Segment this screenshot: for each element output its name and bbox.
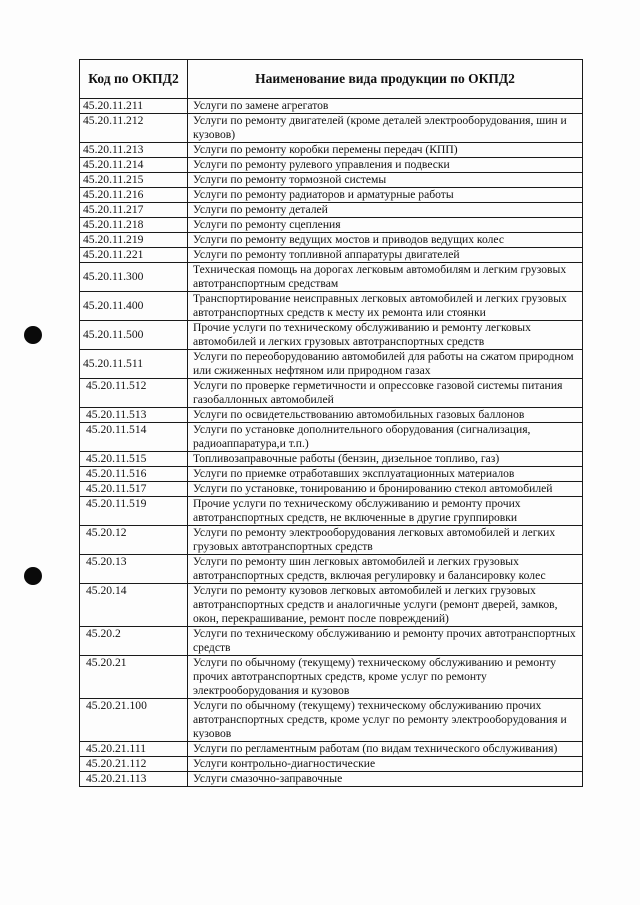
row-code: 45.20.11.513 (80, 408, 188, 423)
row-name: Услуги по ремонту кузовов легковых автомобилей и легких грузовых автотранспортных средств и аналогичные услуги (ремонт дверей, замков, окон, перекрашивание, ремонт после повреждений) (188, 584, 583, 627)
row-name: Услуги по переоборудованию автомобилей для работы на сжатом природном или сжиженных нефтяном или природном газах (188, 350, 583, 379)
row-name: Услуги по проверке герметичности и опрессовке газовой системы питания газобаллонных автомобилей (188, 379, 583, 408)
table-row (80, 114, 583, 143)
row-code: 45.20.21.113 (80, 772, 188, 787)
row-code: 45.20.11.217 (80, 203, 188, 218)
row-name: Услуги по ремонту рулевого управления и подвески (188, 158, 583, 173)
row-code: 45.20.11.517 (80, 482, 188, 497)
table-row (80, 143, 583, 158)
row-code: 45.20.11.500 (80, 321, 188, 350)
table-row (80, 292, 583, 321)
row-name: Услуги по установке дополнительного оборудования (сигнализация, радиоаппаратура,и т.п.) (188, 423, 583, 452)
row-name: Услуги контрольно-диагностические (188, 757, 583, 772)
table-row (80, 656, 583, 699)
row-name: Транспортирование неисправных легковых автомобилей и легких грузовых автотранспортных средств к месту их ремонта или стоянки (188, 292, 583, 321)
okpd2-table (79, 59, 583, 787)
table-row (80, 699, 583, 742)
row-code: 45.20.13 (80, 555, 188, 584)
table-row (80, 467, 583, 482)
table-row (80, 452, 583, 467)
table-row (80, 173, 583, 188)
row-code: 45.20.11.400 (80, 292, 188, 321)
table-row (80, 757, 583, 772)
table-row (80, 627, 583, 656)
row-code: 45.20.11.213 (80, 143, 188, 158)
table-row (80, 497, 583, 526)
row-code: 45.20.11.214 (80, 158, 188, 173)
row-code: 45.20.21.111 (80, 742, 188, 757)
row-code: 45.20.11.514 (80, 423, 188, 452)
row-name: Услуги по ремонту радиаторов и арматурные работы (188, 188, 583, 203)
row-name: Услуги по установке, тонированию и бронированию стекол автомобилей (188, 482, 583, 497)
row-code: 45.20.11.512 (80, 379, 188, 408)
table-row (80, 350, 583, 379)
row-name: Услуги по обычному (текущему) техническому обслуживанию и ремонту прочих автотранспортных средств, кроме услуг по ремонту электрооборудования и кузовов (188, 656, 583, 699)
row-code: 45.20.12 (80, 526, 188, 555)
table-header-row (80, 60, 583, 99)
row-code: 45.20.11.516 (80, 467, 188, 482)
table-row (80, 379, 583, 408)
row-code: 45.20.11.212 (80, 114, 188, 143)
table-row (80, 158, 583, 173)
table-row (80, 248, 583, 263)
table-row (80, 423, 583, 452)
row-name: Услуги по обычному (текущему) техническому обслуживанию прочих автотранспортных средств, кроме услуг по ремонту электрооборудования и кузовов (188, 699, 583, 742)
row-name: Услуги по ремонту ведущих мостов и приводов ведущих колес (188, 233, 583, 248)
table-row (80, 555, 583, 584)
table-row (80, 218, 583, 233)
table-row (80, 772, 583, 787)
punch-hole-mark (24, 567, 42, 585)
row-name: Услуги по ремонту двигателей (кроме деталей электрооборудования, шин и кузовов) (188, 114, 583, 143)
row-name: Услуги по техническому обслуживанию и ремонту прочих автотранспортных средств (188, 627, 583, 656)
header-name: Наименование вида продукции по ОКПД2 (188, 60, 583, 99)
row-code: 45.20.11.511 (80, 350, 188, 379)
row-code: 45.20.11.216 (80, 188, 188, 203)
header-code: Код по ОКПД2 (80, 60, 188, 99)
row-name: Прочие услуги по техническому обслуживанию и ремонту прочих автотранспортных средств, не включенные в другие группировки (188, 497, 583, 526)
row-name: Услуги по ремонту деталей (188, 203, 583, 218)
punch-hole-mark (24, 326, 42, 344)
row-code: 45.20.11.219 (80, 233, 188, 248)
table-row (80, 233, 583, 248)
row-name: Услуги по ремонту коробки перемены передач (КПП) (188, 143, 583, 158)
row-code: 45.20.11.211 (80, 99, 188, 114)
row-name: Прочие услуги по техническому обслуживанию и ремонту легковых автомобилей и легких грузовых автотранспортных средств (188, 321, 583, 350)
table-row (80, 482, 583, 497)
row-code: 45.20.11.519 (80, 497, 188, 526)
row-code: 45.20.2 (80, 627, 188, 656)
table-row (80, 742, 583, 757)
table-body (80, 99, 583, 787)
row-name: Услуги по замене агрегатов (188, 99, 583, 114)
row-code: 45.20.14 (80, 584, 188, 627)
table-row (80, 263, 583, 292)
row-code: 45.20.11.218 (80, 218, 188, 233)
row-code: 45.20.11.221 (80, 248, 188, 263)
row-name: Услуги по ремонту топливной аппаратуры двигателей (188, 248, 583, 263)
table-row (80, 99, 583, 114)
row-name: Топливозаправочные работы (бензин, дизельное топливо, газ) (188, 452, 583, 467)
table-row (80, 321, 583, 350)
row-name: Услуги по ремонту тормозной системы (188, 173, 583, 188)
table-row (80, 188, 583, 203)
table-row (80, 203, 583, 218)
table-row (80, 526, 583, 555)
row-name: Услуги по освидетельствованию автомобильных газовых баллонов (188, 408, 583, 423)
table-row (80, 408, 583, 423)
row-name: Услуги по приемке отработавших эксплуатационных материалов (188, 467, 583, 482)
row-name: Услуги смазочно-заправочные (188, 772, 583, 787)
row-code: 45.20.11.515 (80, 452, 188, 467)
row-name: Услуги по ремонту электрооборудования легковых автомобилей и легких грузовых автотранспортных средств (188, 526, 583, 555)
row-code: 45.20.21.100 (80, 699, 188, 742)
row-name: Услуги по ремонту сцепления (188, 218, 583, 233)
table-row (80, 584, 583, 627)
row-code: 45.20.11.215 (80, 173, 188, 188)
row-name: Услуги по ремонту шин легковых автомобилей и легких грузовых автотранспортных средств, включая регулировку и балансировку колес (188, 555, 583, 584)
row-name: Техническая помощь на дорогах легковым автомобилям и легким грузовых автотранспортным средствам (188, 263, 583, 292)
row-name: Услуги по регламентным работам (по видам технического обслуживания) (188, 742, 583, 757)
row-code: 45.20.11.300 (80, 263, 188, 292)
row-code: 45.20.21.112 (80, 757, 188, 772)
row-code: 45.20.21 (80, 656, 188, 699)
